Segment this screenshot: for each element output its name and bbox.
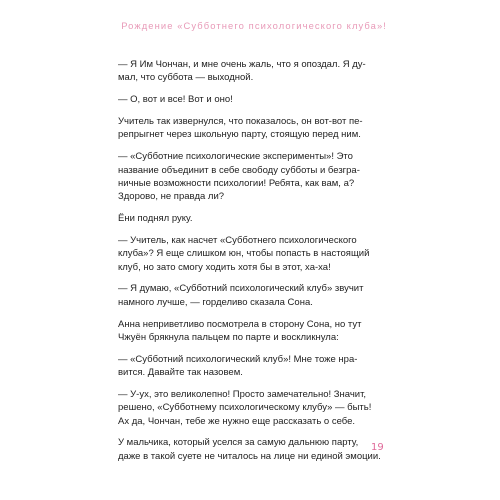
line: Учитель так извернулся, что показалось, он вот-вот пе-: [118, 116, 363, 128]
line: — Учитель, как насчет «Субботнего психологического: [118, 234, 357, 246]
line: — У-ух, это великолепно! Просто замечательно! Значит,: [118, 388, 367, 400]
line: клуба»? Я еще слишком юн, чтобы попасть в настоящий: [118, 248, 370, 260]
line: Ах да, Чончан, тебе же нужно еще рассказать о себе.: [118, 415, 356, 427]
paragraph-11: [118, 436, 386, 463]
line: ничные возможности психологии! Ребята, как вам, а?: [118, 177, 355, 189]
paragraph-8: [118, 318, 386, 345]
line: Чжуён брякнула пальцем по парте и воскликнула:: [118, 331, 339, 343]
paragraph-3: [118, 115, 386, 142]
paragraph-4: [118, 150, 386, 203]
line: — Я думаю, «Субботний психологический клуб» звучит: [118, 283, 364, 295]
line: — «Субботний психологический клуб»! Мне тоже нра-: [118, 353, 358, 365]
line: название объединит в себе свободу субботы и безгра-: [118, 164, 360, 176]
line: Здорово, не правда ли?: [118, 191, 225, 203]
line: Ёни поднял руку.: [118, 213, 193, 225]
line: репрыгнет через школьную парту, стоящую перед ним.: [118, 129, 361, 141]
running-header: Рождение «Субботнего психологического клуба»!: [121, 20, 387, 31]
line: клуб, но зато смогу ходить хотя бы в этот, ха-ха!: [118, 261, 331, 273]
paragraph-5: [118, 212, 386, 225]
line: намного лучше, — горделиво сказала Сона.: [118, 296, 313, 308]
line: Анна неприветливо посмотрела в сторону Сона, но тут: [118, 318, 362, 330]
line: — О, вот и все! Вот и оно!: [118, 94, 233, 106]
paragraph-6: [118, 234, 386, 274]
line: — «Субботние психологические эксперименты»! Это: [118, 151, 353, 163]
page-number: 19: [371, 442, 384, 453]
paragraph-1: [118, 58, 386, 85]
line: вится. Давайте так назовем.: [118, 367, 243, 379]
body-text: [118, 58, 386, 472]
paragraph-7: [118, 282, 386, 309]
line: — Я Им Чончан, и мне очень жаль, что я опоздал. Я ду-: [118, 59, 366, 70]
paragraph-2: [118, 93, 386, 106]
line: даже в такой суете не читалось на лице ни единой эмоции.: [118, 450, 381, 462]
paragraph-10: [118, 388, 386, 428]
line: решено, «Субботнему психологическому клубу» — быть!: [118, 402, 372, 414]
line: У мальчика, который уселся за самую дальнюю парту,: [118, 437, 359, 449]
line: мал, что суббота — выходной.: [118, 72, 254, 84]
paragraph-9: [118, 353, 386, 380]
